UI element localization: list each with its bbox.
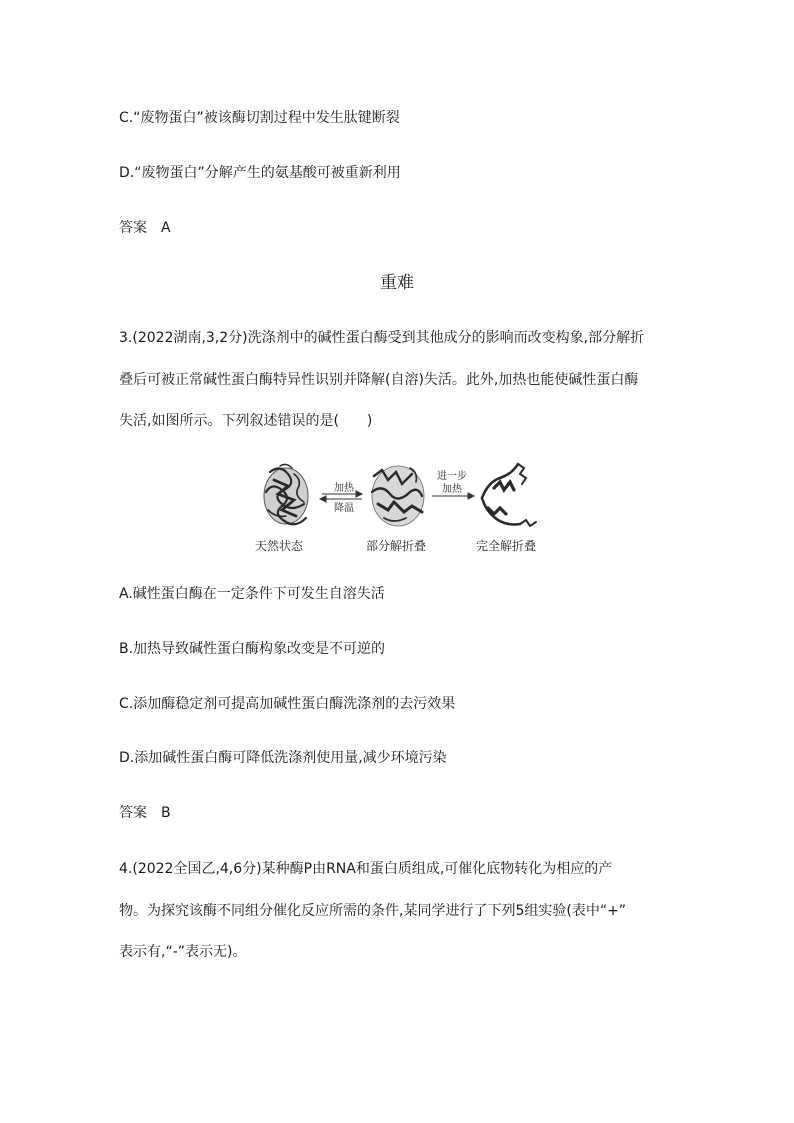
caption-partial: 部分解折叠 bbox=[366, 539, 427, 553]
q3-answer: 答案 B bbox=[119, 805, 171, 821]
q3-option-b: B.加热导致碱性蛋白酶构象改变是不可逆的 bbox=[119, 641, 386, 657]
partially-unfolded-protein-graphic bbox=[372, 466, 424, 526]
caption-full: 完全解折叠 bbox=[476, 539, 537, 553]
section-title: 重难 bbox=[380, 273, 414, 293]
q3-option-a: A.碱性蛋白酶在一定条件下可发生自溶失活 bbox=[119, 586, 385, 602]
q3-stem-line-3: 失活,如图所示。下列叙述错误的是( ) bbox=[119, 413, 373, 429]
arrow2-top-label: 进一步 bbox=[437, 471, 467, 482]
arrow1-bottom-label: 降温 bbox=[334, 503, 354, 514]
arrow2-bottom-label: 加热 bbox=[442, 484, 462, 495]
q4-stem-line-3: 表示有,“-”表示无)。 bbox=[119, 944, 247, 960]
native-protein-graphic bbox=[264, 464, 308, 524]
arrow1-top-label: 加热 bbox=[334, 483, 354, 494]
q2-answer: 答案 A bbox=[119, 220, 171, 236]
q3-option-d: D.添加碱性蛋白酶可降低洗涤剂使用量,减少环境污染 bbox=[119, 750, 447, 766]
q3-option-c: C.添加酶稳定剂可提高加碱性蛋白酶洗涤剂的去污效果 bbox=[119, 696, 456, 712]
q2-option-c: C.“废物蛋白”被该酶切割过程中发生肽键断裂 bbox=[119, 110, 400, 126]
q3-stem-line-2: 叠后可被正常碱性蛋白酶特异性识别并降解(自溶)失活。此外,加热也能使碱性蛋白酶 bbox=[119, 372, 639, 388]
q4-stem-line-2: 物。为探究该酶不同组分催化反应所需的条件,某同学进行了下列5组实验(表中“+” bbox=[119, 903, 627, 919]
protein-structures-illustration bbox=[250, 458, 550, 536]
caption-native: 天然状态 bbox=[255, 539, 304, 553]
q2-option-d: D.“废物蛋白”分解产生的氨基酸可被重新利用 bbox=[119, 165, 401, 181]
q4-stem-line-1: 4.(2022全国乙,4,6分)某种酶P由RNA和蛋白质组成,可催化底物转化为相应的产 bbox=[119, 861, 613, 877]
fully-unfolded-protein-graphic bbox=[482, 464, 536, 526]
q3-stem-line-1: 3.(2022湖南,3,2分)洗涤剂中的碱性蛋白酶受到其他成分的影响而改变构象,部分解折 bbox=[119, 330, 645, 346]
protein-unfolding-figure bbox=[250, 458, 550, 558]
